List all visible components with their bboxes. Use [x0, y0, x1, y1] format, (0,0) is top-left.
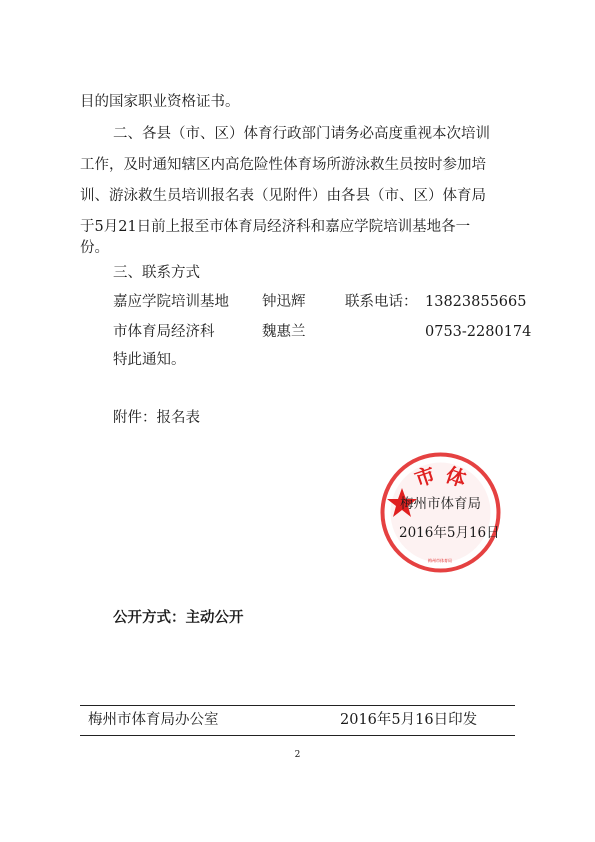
body-line-5: 于5月21日前上报至市体育局经济科和嘉应学院培训基地各一: [80, 219, 471, 235]
body-line-1: 目的国家职业资格证书。: [80, 94, 240, 110]
body-line-3: 工作，及时通知辖区内高危险性体育场所游泳救生员按时参加培: [80, 157, 486, 173]
seal-bottom-text: 梅州市体育局: [428, 558, 452, 563]
body-line-6: 份。: [80, 240, 109, 256]
contact-phone-1: 13823855665: [425, 294, 527, 310]
contact-phone-2: 0753-2280174: [425, 324, 532, 340]
contact-phone-label: 联系电话：: [345, 294, 418, 310]
body-line-2: 二、各县（市、区）体育行政部门请务必高度重视本次培训: [113, 126, 490, 142]
footer-bottom-rule: [80, 735, 515, 736]
footer-issue-date: 2016年5月16日印发: [340, 712, 478, 728]
footer-office: 梅州市体育局办公室: [88, 712, 219, 728]
contact-org-2: 市体育局经济科: [113, 324, 215, 340]
contact-org-1: 嘉应学院培训基地: [113, 294, 229, 310]
signature-date: 2016年5月16日: [399, 525, 500, 541]
closing-text: 特此通知。: [113, 352, 186, 368]
disclosure-mode: 公开方式：主动公开: [113, 610, 244, 626]
signature-org: 梅州市体育局: [400, 496, 481, 512]
page-number: 2: [294, 750, 301, 760]
footer-top-rule: [80, 705, 515, 706]
contact-person-1: 钟迅辉: [262, 294, 306, 310]
section-contact-heading: 三、联系方式: [113, 265, 200, 281]
contact-person-2: 魏惠兰: [262, 324, 306, 340]
body-line-4: 训、游泳救生员培训报名表（见附件）由各县（市、区）体育局: [80, 188, 486, 204]
attachment-label: 附件：报名表: [113, 410, 200, 426]
seal-top-text: 市 体: [411, 462, 470, 492]
